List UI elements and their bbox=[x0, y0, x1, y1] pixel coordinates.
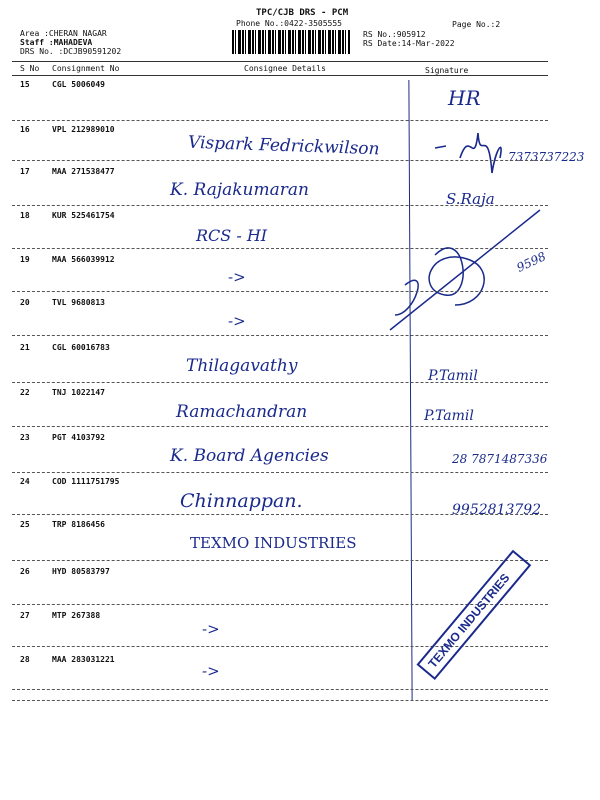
row-sno: 19 bbox=[20, 255, 30, 264]
signature-scribble bbox=[430, 118, 510, 178]
row-consignee: Vispark Fedrickwilson bbox=[187, 132, 380, 160]
row-sno: 22 bbox=[20, 388, 30, 397]
rs-date: RS Date:14-Mar-2022 bbox=[363, 39, 455, 48]
page-number: Page No.:2 bbox=[452, 20, 501, 29]
row-sno: 28 bbox=[20, 655, 30, 664]
col-consignment: Consignment No bbox=[52, 64, 120, 73]
staff-label: Staff :MAHADEVA bbox=[20, 38, 93, 47]
row-consignment: PGT 4103792 bbox=[52, 433, 105, 442]
row-sno: 27 bbox=[20, 611, 30, 620]
row-sno: 20 bbox=[20, 298, 30, 307]
signature-divider bbox=[408, 80, 412, 700]
header-rule-bottom bbox=[12, 75, 548, 76]
row-consignment: TRP 8186456 bbox=[52, 520, 105, 529]
row-consignee: -> bbox=[202, 620, 220, 638]
row-sno: 17 bbox=[20, 167, 30, 176]
row-divider bbox=[12, 426, 548, 427]
row-divider bbox=[12, 160, 548, 161]
row-consignment: KUR 525461754 bbox=[52, 211, 115, 220]
row-consignment: MTP 267388 bbox=[52, 611, 101, 620]
rs-number: RS No.:905912 bbox=[363, 30, 426, 39]
row-signature: 9598 bbox=[514, 249, 549, 275]
company-stamp bbox=[416, 550, 543, 691]
row-consignment: COD 1111751795 bbox=[52, 477, 120, 486]
row-consignee: -> bbox=[228, 312, 246, 330]
row-consignee: Ramachandran bbox=[176, 402, 308, 422]
row-sno: 16 bbox=[20, 125, 30, 134]
row-divider bbox=[12, 689, 548, 690]
row-divider bbox=[12, 335, 548, 336]
col-sno: S No bbox=[20, 64, 40, 73]
row-sno: 24 bbox=[20, 477, 30, 486]
row-consignee: K. Rajakumaran bbox=[170, 180, 309, 200]
row-consignment: TNJ 1022147 bbox=[52, 388, 105, 397]
row-consignee: Thilagavathy bbox=[186, 356, 298, 376]
row-divider bbox=[12, 514, 548, 515]
row-divider bbox=[12, 291, 548, 292]
row-consignee: K. Board Agencies bbox=[170, 446, 329, 466]
row-consignment: CGL 5006049 bbox=[52, 80, 105, 89]
row-consignment: HYD 80583797 bbox=[52, 567, 110, 576]
row-consignee: -> bbox=[228, 268, 246, 286]
row-consignee: RCS - HI bbox=[196, 226, 268, 245]
row-sno: 18 bbox=[20, 211, 30, 220]
col-signature: Signature bbox=[425, 66, 469, 75]
stamp-text: TEXMO INDUSTRIES bbox=[416, 550, 531, 680]
row-consignee: Chinnappan. bbox=[180, 490, 303, 512]
row-consignment: MAA 566039912 bbox=[52, 255, 115, 264]
table-bottom-rule bbox=[12, 700, 548, 701]
area-label: Area :CHERAN NAGAR bbox=[20, 29, 107, 38]
row-signature: S.Raja bbox=[446, 190, 495, 208]
row-sno: 26 bbox=[20, 567, 30, 576]
row-signature: 7373737223 bbox=[508, 150, 585, 164]
row-sno: 21 bbox=[20, 343, 30, 352]
phone-number: Phone No.:0422-3505555 bbox=[236, 19, 342, 28]
row-sno: 23 bbox=[20, 433, 30, 442]
row-consignee: TEXMO INDUSTRIES bbox=[190, 534, 357, 552]
row-signature: 28 7871487336 bbox=[452, 452, 548, 466]
row-consignment: VPL 212989010 bbox=[52, 125, 115, 134]
row-consignment: MAA 271538477 bbox=[52, 167, 115, 176]
document-title: TPC/CJB DRS - PCM bbox=[256, 8, 349, 18]
row-divider bbox=[12, 560, 548, 561]
drs-number: DRS No. :DCJB90591202 bbox=[20, 47, 122, 56]
row-consignee: -> bbox=[202, 662, 220, 680]
row-signature: 9952813792 bbox=[452, 502, 542, 518]
row-sno: 25 bbox=[20, 520, 30, 529]
signature-scribble bbox=[375, 205, 550, 335]
row-consignment: CGL 60016783 bbox=[52, 343, 110, 352]
row-divider bbox=[12, 472, 548, 473]
row-consignment: TVL 9680813 bbox=[52, 298, 105, 307]
row-signature: P.Tamil bbox=[428, 368, 478, 384]
row-consignment: MAA 283031221 bbox=[52, 655, 115, 664]
row-divider bbox=[12, 382, 548, 383]
row-signature: P.Tamil bbox=[424, 408, 474, 424]
row-sno: 15 bbox=[20, 80, 30, 89]
header-rule-top bbox=[12, 61, 548, 62]
col-consignee: Consignee Details bbox=[244, 64, 326, 73]
barcode bbox=[232, 30, 350, 54]
row-signature: HR bbox=[448, 86, 481, 110]
